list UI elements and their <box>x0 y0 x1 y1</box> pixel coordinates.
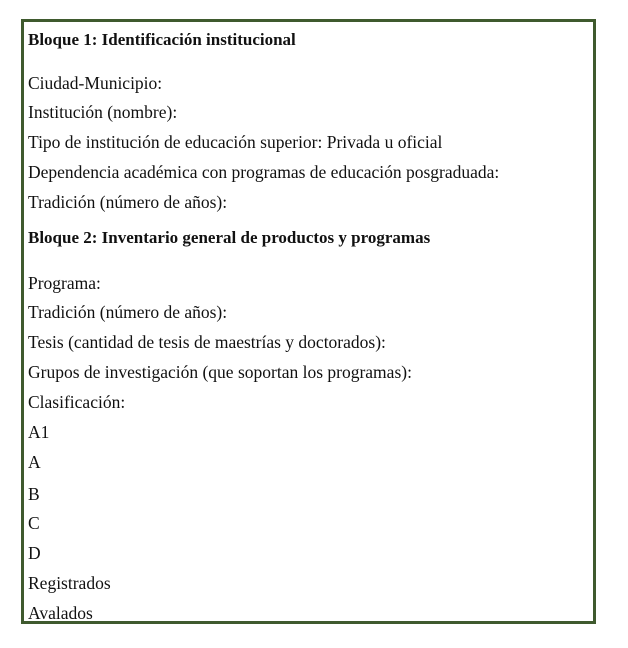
field-clasificacion: Clasificación: <box>28 392 126 412</box>
field-institucion-nombre: Institución (nombre): <box>28 102 178 122</box>
classification-registrados: Registrados <box>28 573 111 593</box>
block1-heading: Bloque 1: Identificación institucional <box>28 30 296 49</box>
classification-b: B <box>28 484 40 504</box>
classification-c: C <box>28 513 40 533</box>
classification-d: D <box>28 543 41 563</box>
block2-heading: Bloque 2: Inventario general de productos y programas <box>28 228 431 247</box>
field-programa: Programa: <box>28 273 101 293</box>
field-tipo-institucion: Tipo de institución de educación superior: Privada u oficial <box>28 132 443 152</box>
classification-a1: A1 <box>28 422 50 442</box>
classification-avalados: Avalados <box>28 603 93 623</box>
form-outline-box <box>21 19 596 624</box>
field-tradicion-programa: Tradición (número de años): <box>28 302 228 322</box>
field-tesis: Tesis (cantidad de tesis de maestrías y doctorados): <box>28 332 386 352</box>
field-tradicion-institucion: Tradición (número de años): <box>28 192 228 212</box>
field-grupos-investigacion: Grupos de investigación (que soportan los programas): <box>28 362 412 382</box>
classification-a: A <box>28 452 41 472</box>
field-dependencia-academica: Dependencia académica con programas de educación posgraduada: <box>28 162 500 182</box>
field-ciudad-municipio: Ciudad-Municipio: <box>28 73 163 93</box>
